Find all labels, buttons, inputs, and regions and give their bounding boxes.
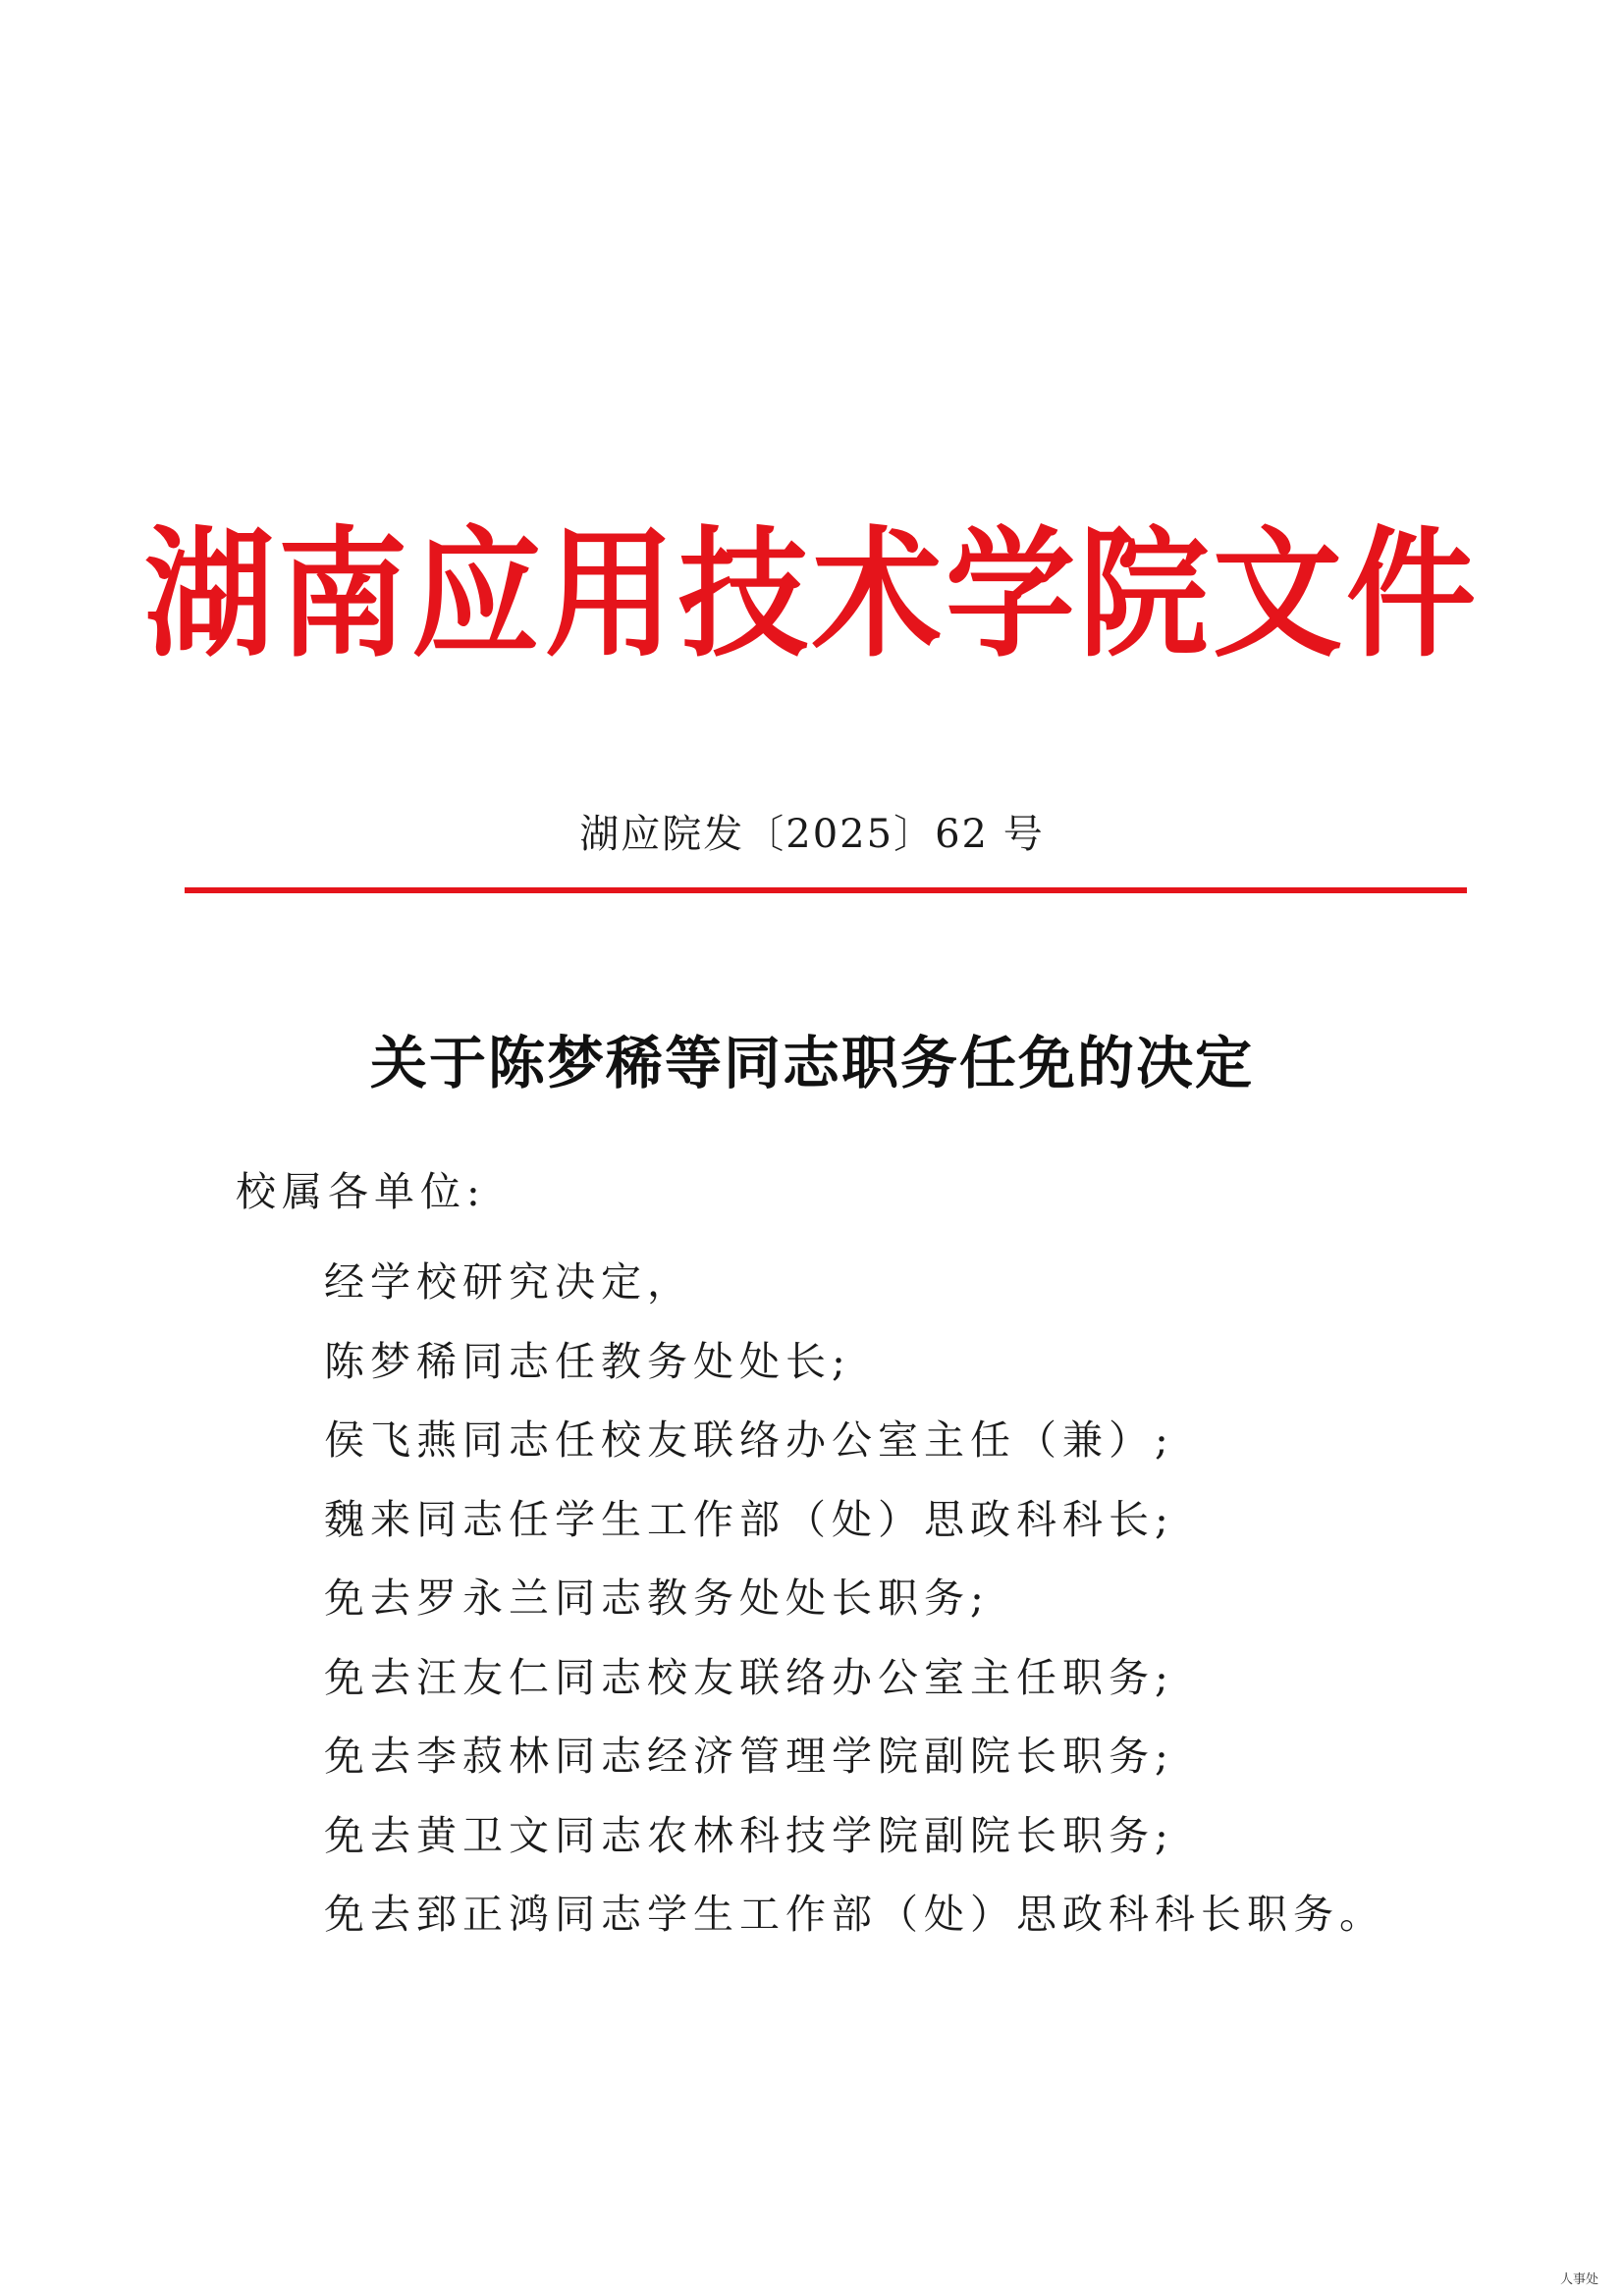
salutation: 校属各单位:	[236, 1168, 486, 1215]
decision-list	[324, 1243, 1385, 1954]
decision-line: 经学校研究决定，	[324, 1258, 693, 1306]
document-title: 关于陈梦稀等同志职务任免的决定	[369, 1030, 1254, 1096]
red-divider-line	[185, 887, 1467, 893]
decision-line: 免去汪友仁同志校友联络办公室主任职务;	[324, 1653, 1174, 1701]
decision-line: 免去黄卫文同志农林科技学院副院长职务;	[324, 1811, 1174, 1859]
decision-line: 免去李菽林同志经济管理学院副院长职务;	[324, 1733, 1174, 1780]
masthead-title: 湖南应用技术学院文件	[144, 512, 1480, 677]
document-number: 湖应院发〔2025〕62 号	[579, 812, 1045, 857]
decision-line: 免去郅正鸿同志学生工作部（处）思政科科长职务。	[324, 1891, 1385, 1938]
footer-department-mark: 人事处	[1559, 2272, 1598, 2287]
decision-line: 魏来同志任学生工作部（处）思政科科长;	[324, 1495, 1174, 1543]
decision-line: 侯飞燕同志任校友联络办公室主任（兼）;	[324, 1416, 1174, 1464]
decision-line: 陈梦稀同志任教务处处长;	[324, 1337, 851, 1385]
decision-line: 免去罗永兰同志教务处处长职务;	[324, 1575, 990, 1622]
